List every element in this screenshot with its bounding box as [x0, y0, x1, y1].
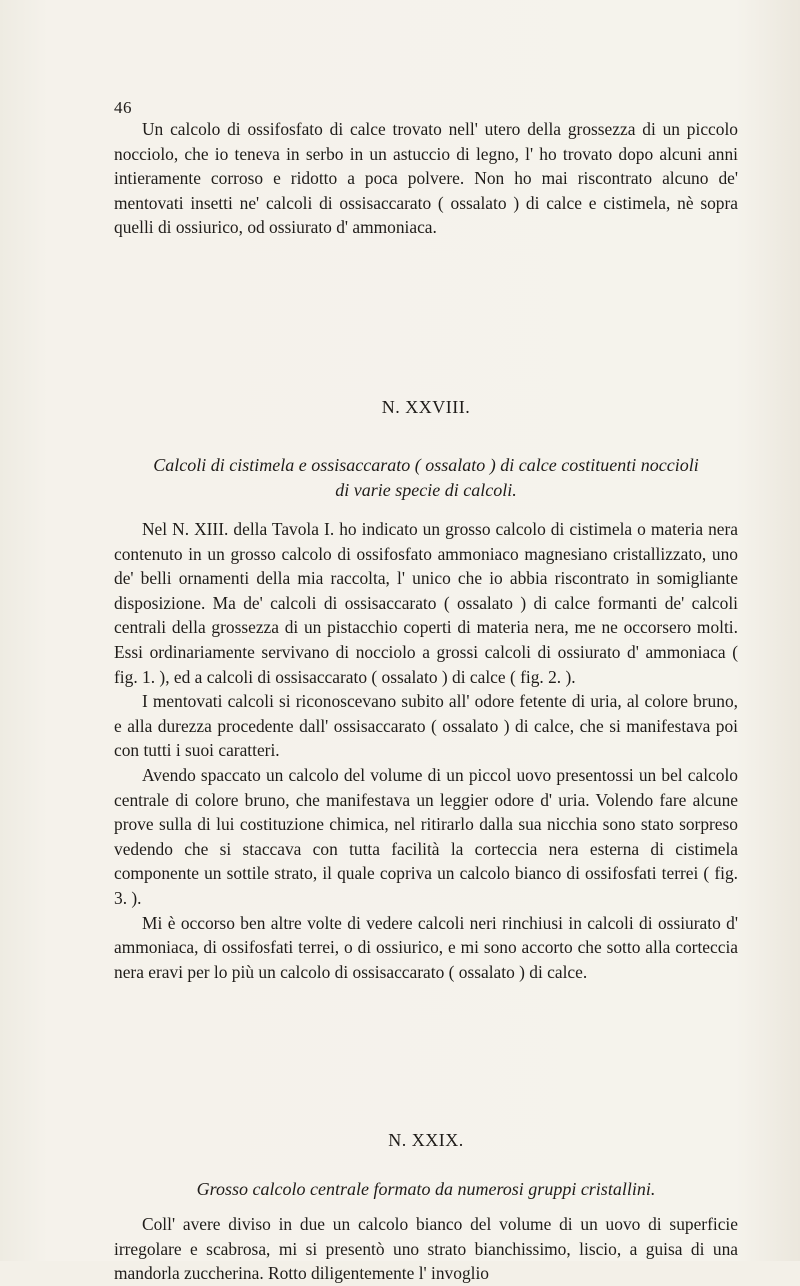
- section-heading-xxviii: N. XXVIII.: [381, 397, 471, 417]
- paragraph: Avendo spaccato un calcolo del volume di un piccol uovo presentossi un bel calcolo centrale di colore bruno, che manifestava un leggier odore d' uria. Volendo fare alcune prove sulla di lui costituzione chimica, nel ritirarlo dalla sua nicchia sono stato sorpreso vedendo che si staccava con tutta facilità la corteccia nera esterna di cistimela componente un sottile strato, il quale copriva un calcolo bianco di ossifosfati terrei ( fig. 3. ).: [114, 764, 738, 908]
- intro-text: [114, 117, 738, 240]
- paragraph: Mi è occorso ben altre volte di vedere calcoli neri rinchiusi in calcoli di ossiurato d' ammoniaca, di ossifosfati terrei, o di ossiurico, e mi sono accorto che sotto alla corteccia nera eravi per lo più un calcolo di ossisaccarato ( ossalato ) di calce.: [114, 912, 738, 982]
- paragraph: Nel N. XIII. della Tavola I. ho indicato un grosso calcolo di cistimela o materia nera contenuto in un grosso calcolo di ossifosfato ammoniaco magnesiano cristallizzato, uno de' belli ornamenti della mia raccolta, l' unico che io abbia riscontrato in somigliante disposizione. Ma de' calcoli di ossisaccarato ( ossalato ) di calce formanti de' calcoli centrali della grossezza di un pistacchio coperti di materia nera, me ne occorsero molti. Essi ordinariamente servivano di nocciolo a grossi calcoli di ossiurato d' ammoniaca ( fig. 1. ), ed a calcoli di ossisaccarato ( ossalato ) di calce ( fig. 2. ).: [114, 519, 738, 687]
- paragraph: Coll' avere diviso in due un calcolo bianco del volume di un uovo di superficie irregolare e scabrosa, mi si presentò uno strato bianchissimo, liscio, a guisa di una mandorla zuccherina. Rotto diligentemente l' invoglio: [114, 1214, 738, 1284]
- section-xxix-body: [114, 1212, 738, 1286]
- page-number: 46: [114, 98, 132, 117]
- paragraph: Un calcolo di ossifosfato di calce trovato nell' utero della grossezza di un piccolo nocciolo, che io teneva in serbo in un astuccio di legno, l' ho trovato dopo alcuni anni intieramente corroso e ridotto a poca polvere. Non ho mai riscontrato alcuno de' mentovati insetti ne' calcoli di ossisaccarato ( ossalato ) di calce e cistimela, nè sopra quelli di ossiurico, od ossiurato d' ammoniaca.: [114, 119, 738, 238]
- section-heading-xxix: N. XXIX.: [388, 1130, 464, 1150]
- section-title-xxviii: [114, 453, 738, 503]
- section-title-xxix: Grosso calcolo centrale formato da numerosi gruppi cristallini.: [196, 1179, 656, 1199]
- section-xxviii-body: [114, 517, 738, 984]
- section-title-line: di varie specie di calcoli.: [335, 480, 517, 500]
- paragraph: I mentovati calcoli si riconoscevano subito all' odore fetente di uria, al colore bruno, e alla durezza procedente dall' ossisaccarato ( ossalato ) di calce, che si manifestava poi con tutti i suoi caratteri.: [114, 691, 738, 761]
- section-title-line: Calcoli di cistimela e ossisaccarato ( ossalato ) di calce costituenti noccioli: [153, 455, 699, 475]
